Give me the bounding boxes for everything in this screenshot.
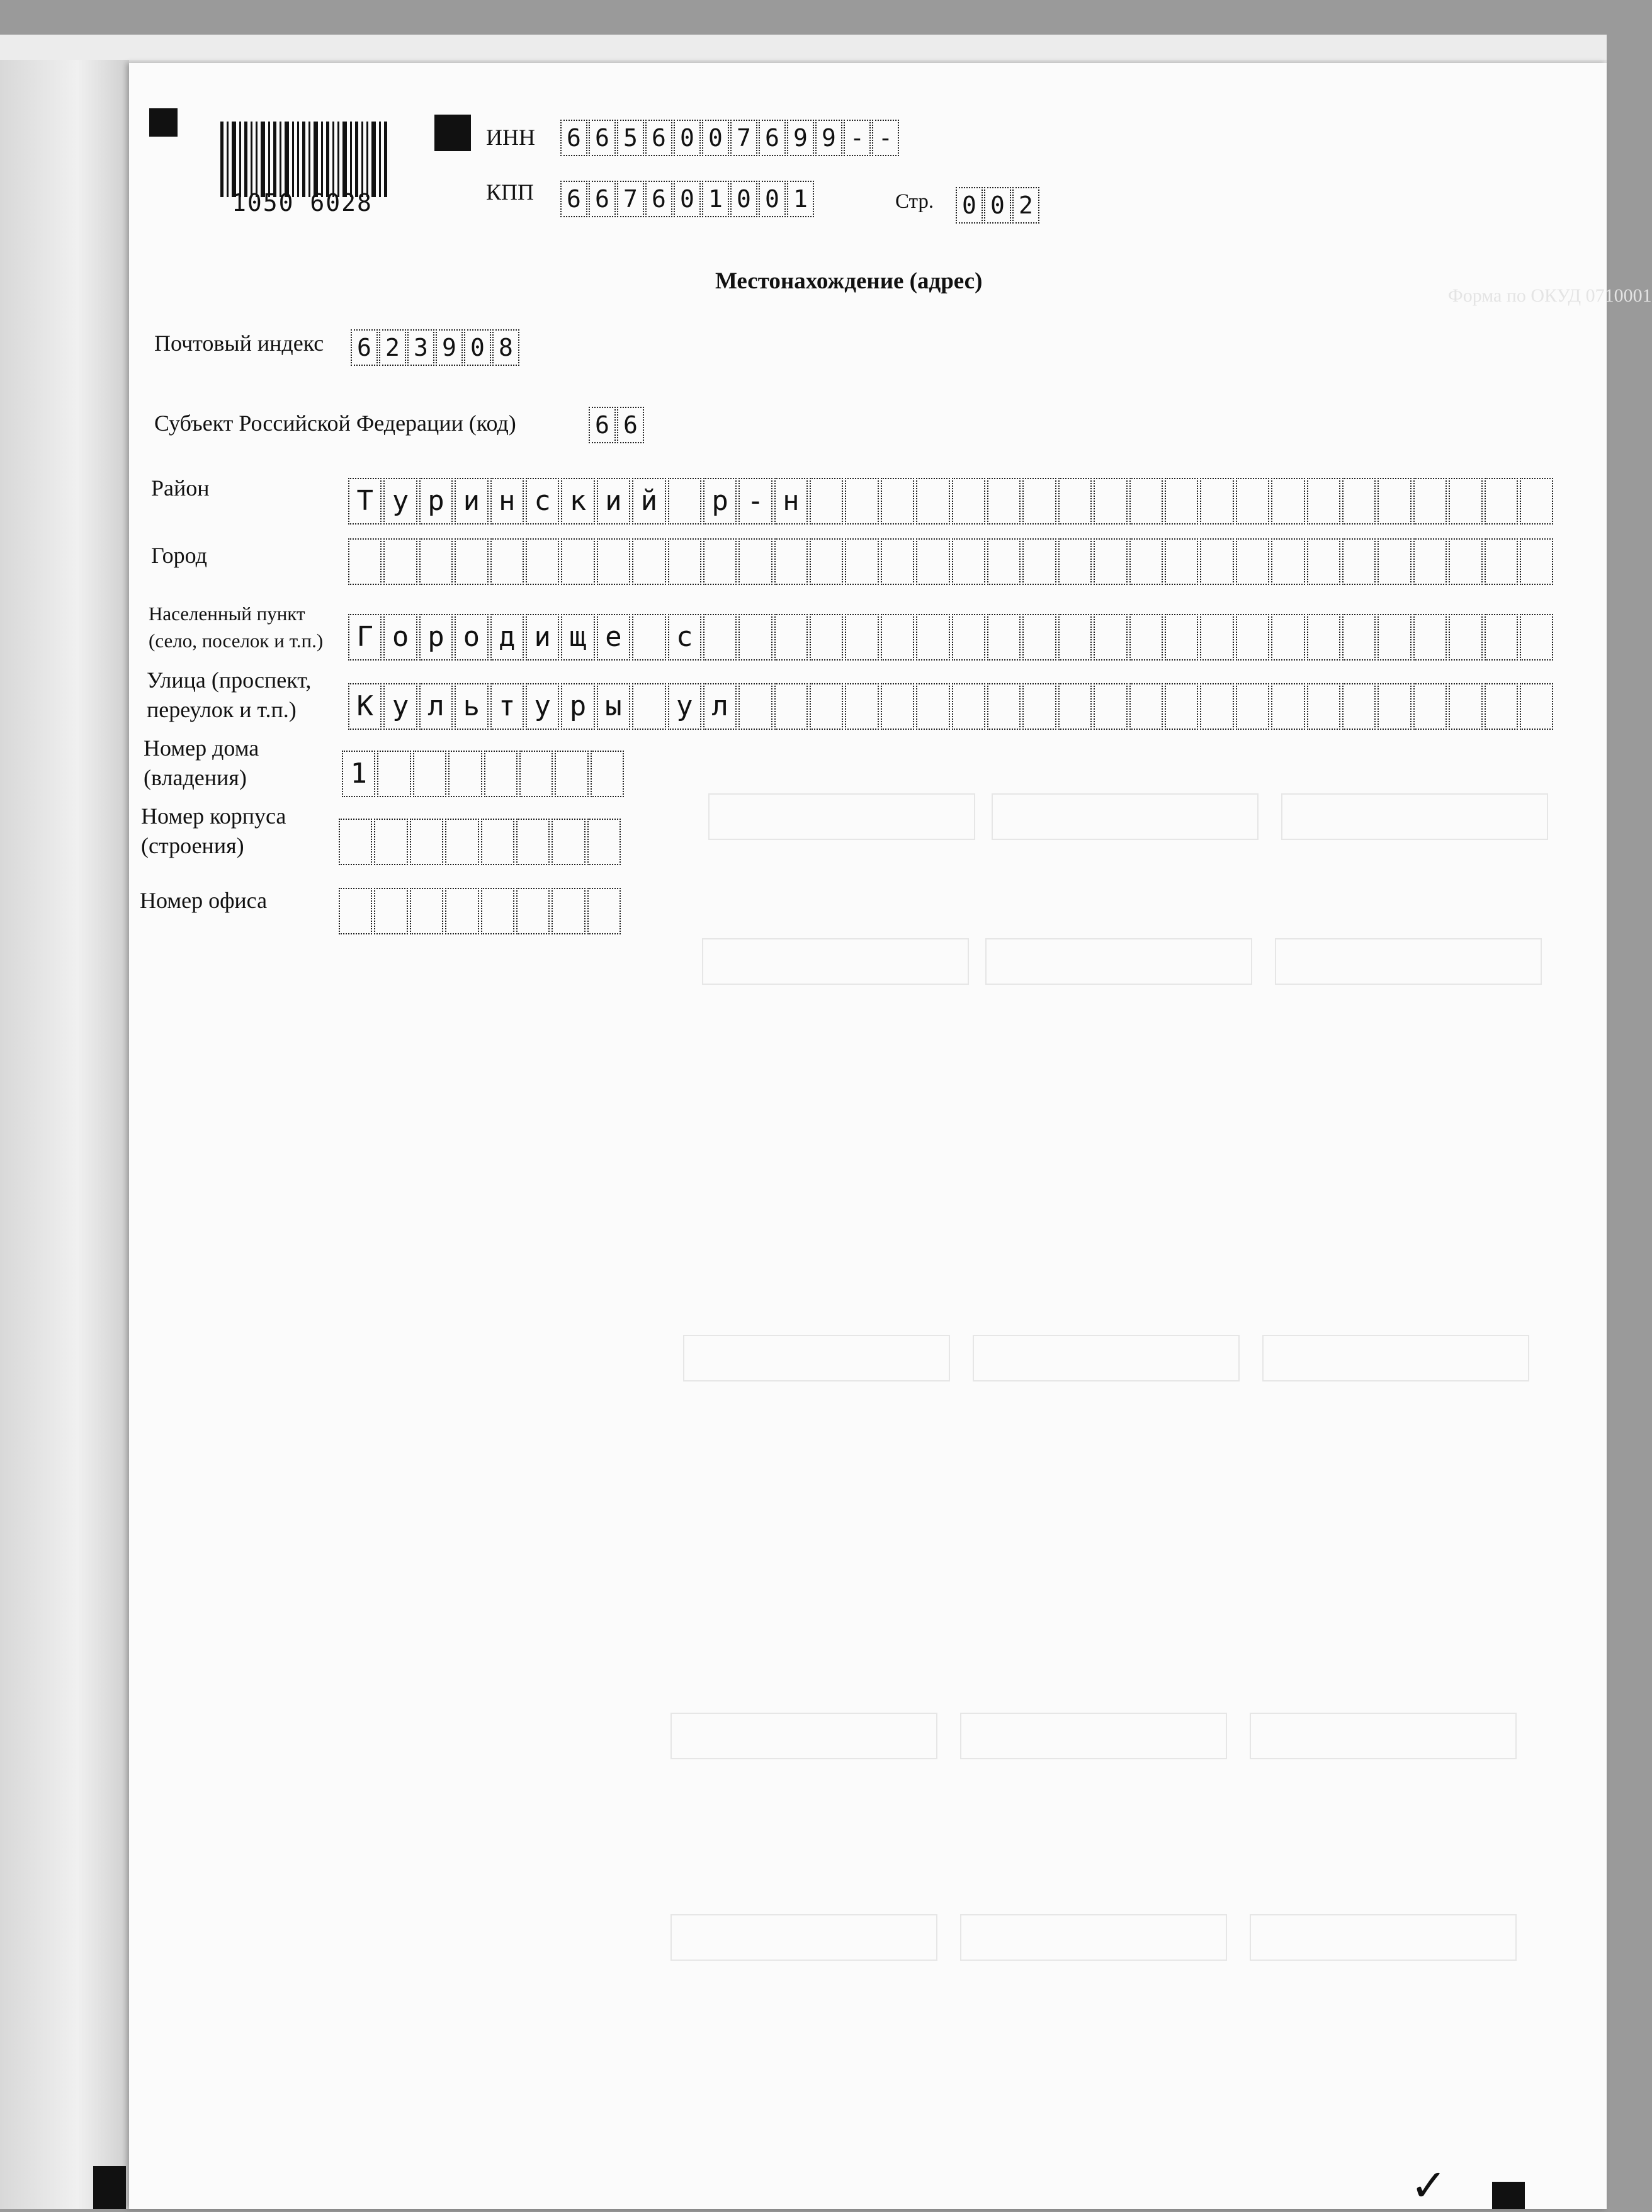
char-cell[interactable]: [738, 538, 772, 585]
char-cell[interactable]: [445, 819, 478, 865]
char-cell[interactable]: [413, 751, 446, 797]
char-cell[interactable]: [1449, 538, 1482, 585]
alignment-marker: [149, 108, 178, 137]
char-cell[interactable]: у: [383, 683, 417, 730]
char-cell[interactable]: [810, 538, 843, 585]
char-cell[interactable]: [1058, 538, 1092, 585]
char-cell[interactable]: [1449, 478, 1482, 525]
char-cell[interactable]: [1378, 614, 1411, 661]
char-cell[interactable]: [668, 478, 701, 525]
office-label: Номер офиса: [140, 888, 268, 913]
char-cell[interactable]: 9: [787, 120, 814, 156]
locality-label-1: Населенный пункт: [149, 603, 305, 625]
char-cell[interactable]: [410, 819, 443, 865]
char-cell[interactable]: [1236, 478, 1269, 525]
char-cell[interactable]: [1200, 478, 1233, 525]
char-cell[interactable]: и: [597, 478, 630, 525]
char-cell[interactable]: [1520, 683, 1553, 730]
char-cell[interactable]: [1129, 538, 1163, 585]
showthrough-box: [702, 938, 969, 985]
char-cell[interactable]: 0: [464, 329, 491, 366]
char-cell[interactable]: и: [526, 614, 559, 661]
char-cell[interactable]: [1378, 478, 1411, 525]
char-cell[interactable]: 0: [956, 187, 983, 224]
char-cell[interactable]: щ: [561, 614, 594, 661]
char-cell[interactable]: [1165, 683, 1198, 730]
house-label-1: Номер дома: [144, 735, 259, 761]
char-cell[interactable]: [526, 538, 559, 585]
locality-label-2: (село, поселок и т.п.): [149, 630, 324, 652]
inn-field[interactable]: [560, 120, 900, 156]
char-cell[interactable]: [519, 751, 553, 797]
check-mark: ✓: [1410, 2162, 1447, 2211]
char-cell[interactable]: [1165, 538, 1198, 585]
char-cell[interactable]: [1022, 538, 1056, 585]
barcode-number: 1050 6028: [232, 189, 373, 217]
char-cell[interactable]: [1485, 478, 1518, 525]
showthrough-box: [708, 793, 975, 840]
char-cell[interactable]: [516, 888, 550, 934]
char-cell[interactable]: [987, 478, 1021, 525]
kpp-label: КПП: [486, 179, 535, 205]
char-cell[interactable]: [377, 751, 410, 797]
char-cell[interactable]: 0: [730, 181, 757, 217]
char-cell[interactable]: [1022, 478, 1056, 525]
char-cell[interactable]: [1129, 478, 1163, 525]
char-cell[interactable]: 7: [617, 181, 644, 217]
char-cell[interactable]: [1520, 614, 1553, 661]
char-cell[interactable]: [1342, 683, 1376, 730]
char-cell[interactable]: [952, 538, 985, 585]
building-label-1: Номер корпуса: [141, 803, 286, 829]
char-cell[interactable]: [348, 538, 382, 585]
char-cell[interactable]: [587, 819, 621, 865]
char-cell[interactable]: [916, 478, 949, 525]
char-cell[interactable]: 8: [492, 329, 519, 366]
char-cell[interactable]: [1378, 538, 1411, 585]
char-cell[interactable]: д: [490, 614, 524, 661]
char-cell[interactable]: [1129, 683, 1163, 730]
street-field[interactable]: [348, 683, 1555, 730]
char-cell[interactable]: [1165, 614, 1198, 661]
char-cell[interactable]: 1: [702, 181, 729, 217]
char-cell[interactable]: [1271, 614, 1304, 661]
char-cell[interactable]: 6: [351, 329, 378, 366]
char-cell[interactable]: [845, 538, 878, 585]
char-cell[interactable]: [1307, 478, 1340, 525]
showthrough-box: [985, 938, 1252, 985]
char-cell[interactable]: [632, 538, 665, 585]
char-cell[interactable]: [1271, 538, 1304, 585]
alignment-marker: [434, 115, 471, 151]
char-cell[interactable]: [987, 683, 1021, 730]
section-title: Местонахождение (адрес): [715, 268, 983, 294]
char-cell[interactable]: 1: [342, 751, 375, 797]
char-cell[interactable]: [455, 538, 488, 585]
showthrough-box: [1275, 938, 1542, 985]
char-cell[interactable]: [1200, 614, 1233, 661]
char-cell[interactable]: [339, 888, 372, 934]
char-cell[interactable]: [774, 614, 808, 661]
char-cell[interactable]: [774, 683, 808, 730]
char-cell[interactable]: [1307, 538, 1340, 585]
char-cell[interactable]: [383, 538, 417, 585]
char-cell[interactable]: 6: [589, 181, 616, 217]
char-cell[interactable]: [1094, 683, 1127, 730]
char-cell[interactable]: 1: [787, 181, 814, 217]
char-cell[interactable]: 2: [379, 329, 406, 366]
char-cell[interactable]: [1058, 478, 1092, 525]
char-cell[interactable]: с: [668, 614, 701, 661]
showthrough-box: [670, 1914, 937, 1961]
char-cell[interactable]: [1271, 478, 1304, 525]
char-cell[interactable]: [1058, 614, 1092, 661]
char-cell[interactable]: К: [348, 683, 382, 730]
char-cell[interactable]: [1094, 538, 1127, 585]
char-cell[interactable]: [916, 538, 949, 585]
showthrough-box: [670, 1713, 937, 1759]
char-cell[interactable]: [916, 614, 949, 661]
char-cell[interactable]: [1449, 614, 1482, 661]
char-cell[interactable]: -: [844, 120, 871, 156]
alignment-marker: [1492, 2182, 1525, 2209]
char-cell[interactable]: [1094, 614, 1127, 661]
char-cell[interactable]: [1342, 478, 1376, 525]
char-cell[interactable]: [1520, 538, 1553, 585]
char-cell[interactable]: о: [383, 614, 417, 661]
char-cell[interactable]: [668, 538, 701, 585]
char-cell[interactable]: 2: [1012, 187, 1039, 224]
page-label: Стр.: [895, 190, 934, 213]
char-cell[interactable]: [561, 538, 594, 585]
char-cell[interactable]: й: [632, 478, 665, 525]
showthrough-box: [973, 1335, 1240, 1381]
showthrough-box: [1262, 1335, 1529, 1381]
char-cell[interactable]: 6: [589, 407, 616, 443]
char-cell[interactable]: 7: [730, 120, 757, 156]
inn-label: ИНН: [486, 125, 535, 150]
char-cell[interactable]: [952, 683, 985, 730]
char-cell[interactable]: у: [668, 683, 701, 730]
char-cell[interactable]: [632, 614, 665, 661]
char-cell[interactable]: о: [455, 614, 488, 661]
char-cell[interactable]: [481, 819, 514, 865]
char-cell[interactable]: [597, 538, 630, 585]
char-cell[interactable]: [445, 888, 478, 934]
char-cell[interactable]: р: [419, 478, 453, 525]
char-cell[interactable]: 6: [759, 120, 786, 156]
char-cell[interactable]: [1342, 538, 1376, 585]
building-label-2: (строения): [141, 833, 244, 858]
char-cell[interactable]: [810, 683, 843, 730]
char-cell[interactable]: [587, 888, 621, 934]
char-cell[interactable]: [374, 819, 407, 865]
char-cell[interactable]: [1236, 538, 1269, 585]
char-cell[interactable]: н: [490, 478, 524, 525]
char-cell[interactable]: [1485, 538, 1518, 585]
char-cell[interactable]: 6: [617, 407, 644, 443]
char-cell[interactable]: [1307, 683, 1340, 730]
char-cell[interactable]: [738, 614, 772, 661]
char-cell[interactable]: [490, 538, 524, 585]
char-cell[interactable]: 0: [702, 120, 729, 156]
char-cell[interactable]: [916, 683, 949, 730]
char-cell[interactable]: ь: [455, 683, 488, 730]
barcode: [220, 118, 397, 197]
char-cell[interactable]: -: [738, 478, 772, 525]
char-cell[interactable]: [419, 538, 453, 585]
char-cell[interactable]: 0: [759, 181, 786, 217]
char-cell[interactable]: [1129, 614, 1163, 661]
page-spine: [0, 60, 129, 2209]
building-number-field[interactable]: [339, 819, 623, 865]
char-cell[interactable]: [1022, 683, 1056, 730]
kpp-field[interactable]: [560, 181, 815, 217]
char-cell[interactable]: 6: [560, 181, 587, 217]
char-cell[interactable]: у: [383, 478, 417, 525]
char-cell[interactable]: [1413, 478, 1447, 525]
region-code-field[interactable]: [589, 407, 645, 443]
char-cell[interactable]: [1307, 614, 1340, 661]
char-cell[interactable]: [448, 751, 482, 797]
char-cell[interactable]: [1485, 614, 1518, 661]
char-cell[interactable]: [845, 478, 878, 525]
char-cell[interactable]: н: [774, 478, 808, 525]
char-cell[interactable]: [516, 819, 550, 865]
char-cell[interactable]: [810, 614, 843, 661]
char-cell[interactable]: с: [526, 478, 559, 525]
office-number-field[interactable]: [339, 888, 623, 934]
char-cell[interactable]: 0: [674, 120, 701, 156]
char-cell[interactable]: [1520, 478, 1553, 525]
char-cell[interactable]: [484, 751, 518, 797]
char-cell[interactable]: [703, 538, 737, 585]
char-cell[interactable]: [1236, 683, 1269, 730]
char-cell[interactable]: к: [561, 478, 594, 525]
char-cell[interactable]: 6: [560, 120, 587, 156]
char-cell[interactable]: т: [490, 683, 524, 730]
char-cell[interactable]: [632, 683, 665, 730]
char-cell[interactable]: [952, 478, 985, 525]
char-cell[interactable]: [1200, 683, 1233, 730]
showthrough-box: [683, 1335, 950, 1381]
char-cell[interactable]: 6: [645, 120, 672, 156]
showthrough-box: [960, 1914, 1227, 1961]
char-cell[interactable]: [881, 478, 914, 525]
form-page: [129, 63, 1652, 2209]
char-cell[interactable]: л: [419, 683, 453, 730]
char-cell[interactable]: [1378, 683, 1411, 730]
char-cell[interactable]: [552, 888, 585, 934]
street-label-1: Улица (проспект,: [147, 667, 312, 693]
postal-index-label: Почтовый индекс: [154, 331, 324, 356]
char-cell[interactable]: [339, 819, 372, 865]
char-cell[interactable]: [810, 478, 843, 525]
char-cell[interactable]: л: [703, 683, 737, 730]
char-cell[interactable]: р: [561, 683, 594, 730]
char-cell[interactable]: [555, 751, 588, 797]
postal-index-field[interactable]: [351, 329, 521, 366]
showthrough-box: [960, 1713, 1227, 1759]
char-cell[interactable]: [703, 614, 737, 661]
char-cell[interactable]: [410, 888, 443, 934]
char-cell[interactable]: [1413, 614, 1447, 661]
city-label: Город: [151, 543, 207, 568]
showthrough-box: [1250, 1914, 1517, 1961]
char-cell[interactable]: [881, 614, 914, 661]
char-cell[interactable]: [1342, 614, 1376, 661]
char-cell[interactable]: [1094, 478, 1127, 525]
char-cell[interactable]: [987, 614, 1021, 661]
alignment-marker: [93, 2166, 126, 2209]
street-label-2: переулок и т.п.): [147, 697, 297, 722]
char-cell[interactable]: [881, 683, 914, 730]
char-cell[interactable]: [1271, 683, 1304, 730]
char-cell[interactable]: [738, 683, 772, 730]
char-cell[interactable]: Т: [348, 478, 382, 525]
char-cell[interactable]: р: [419, 614, 453, 661]
house-number-field[interactable]: [342, 751, 626, 797]
char-cell[interactable]: 5: [617, 120, 644, 156]
char-cell[interactable]: 6: [645, 181, 672, 217]
char-cell[interactable]: [591, 751, 624, 797]
char-cell[interactable]: [1449, 683, 1482, 730]
locality-field[interactable]: [348, 614, 1555, 661]
char-cell[interactable]: 0: [984, 187, 1011, 224]
char-cell[interactable]: [1200, 538, 1233, 585]
char-cell[interactable]: и: [455, 478, 488, 525]
char-cell[interactable]: [845, 614, 878, 661]
char-cell[interactable]: [1058, 683, 1092, 730]
char-cell[interactable]: -: [872, 120, 899, 156]
district-field[interactable]: [348, 478, 1555, 525]
char-cell[interactable]: [1485, 683, 1518, 730]
district-label: Район: [151, 475, 210, 501]
showthrough-text: Форма по ОКУД 0710001: [1448, 285, 1652, 306]
char-cell[interactable]: [1236, 614, 1269, 661]
char-cell[interactable]: [952, 614, 985, 661]
char-cell[interactable]: [987, 538, 1021, 585]
char-cell[interactable]: [1165, 478, 1198, 525]
showthrough-box: [992, 793, 1259, 840]
city-field[interactable]: [348, 538, 1555, 585]
char-cell[interactable]: [374, 888, 407, 934]
char-cell[interactable]: 3: [407, 329, 434, 366]
char-cell[interactable]: [552, 819, 585, 865]
char-cell[interactable]: р: [703, 478, 737, 525]
char-cell[interactable]: 0: [674, 181, 701, 217]
char-cell[interactable]: [881, 538, 914, 585]
char-cell[interactable]: [1022, 614, 1056, 661]
char-cell[interactable]: е: [597, 614, 630, 661]
page-number-field[interactable]: [956, 187, 1041, 224]
char-cell[interactable]: [774, 538, 808, 585]
showthrough-box: [1250, 1713, 1517, 1759]
char-cell[interactable]: 9: [436, 329, 463, 366]
region-label: Субъект Российской Федерации (код): [154, 411, 516, 436]
char-cell[interactable]: 9: [815, 120, 842, 156]
house-label-2: (владения): [144, 765, 247, 790]
char-cell[interactable]: Г: [348, 614, 382, 661]
char-cell[interactable]: у: [526, 683, 559, 730]
char-cell[interactable]: [1413, 538, 1447, 585]
char-cell[interactable]: ы: [597, 683, 630, 730]
char-cell[interactable]: [1413, 683, 1447, 730]
char-cell[interactable]: [481, 888, 514, 934]
char-cell[interactable]: [845, 683, 878, 730]
char-cell[interactable]: 6: [589, 120, 616, 156]
showthrough-box: [1281, 793, 1548, 840]
